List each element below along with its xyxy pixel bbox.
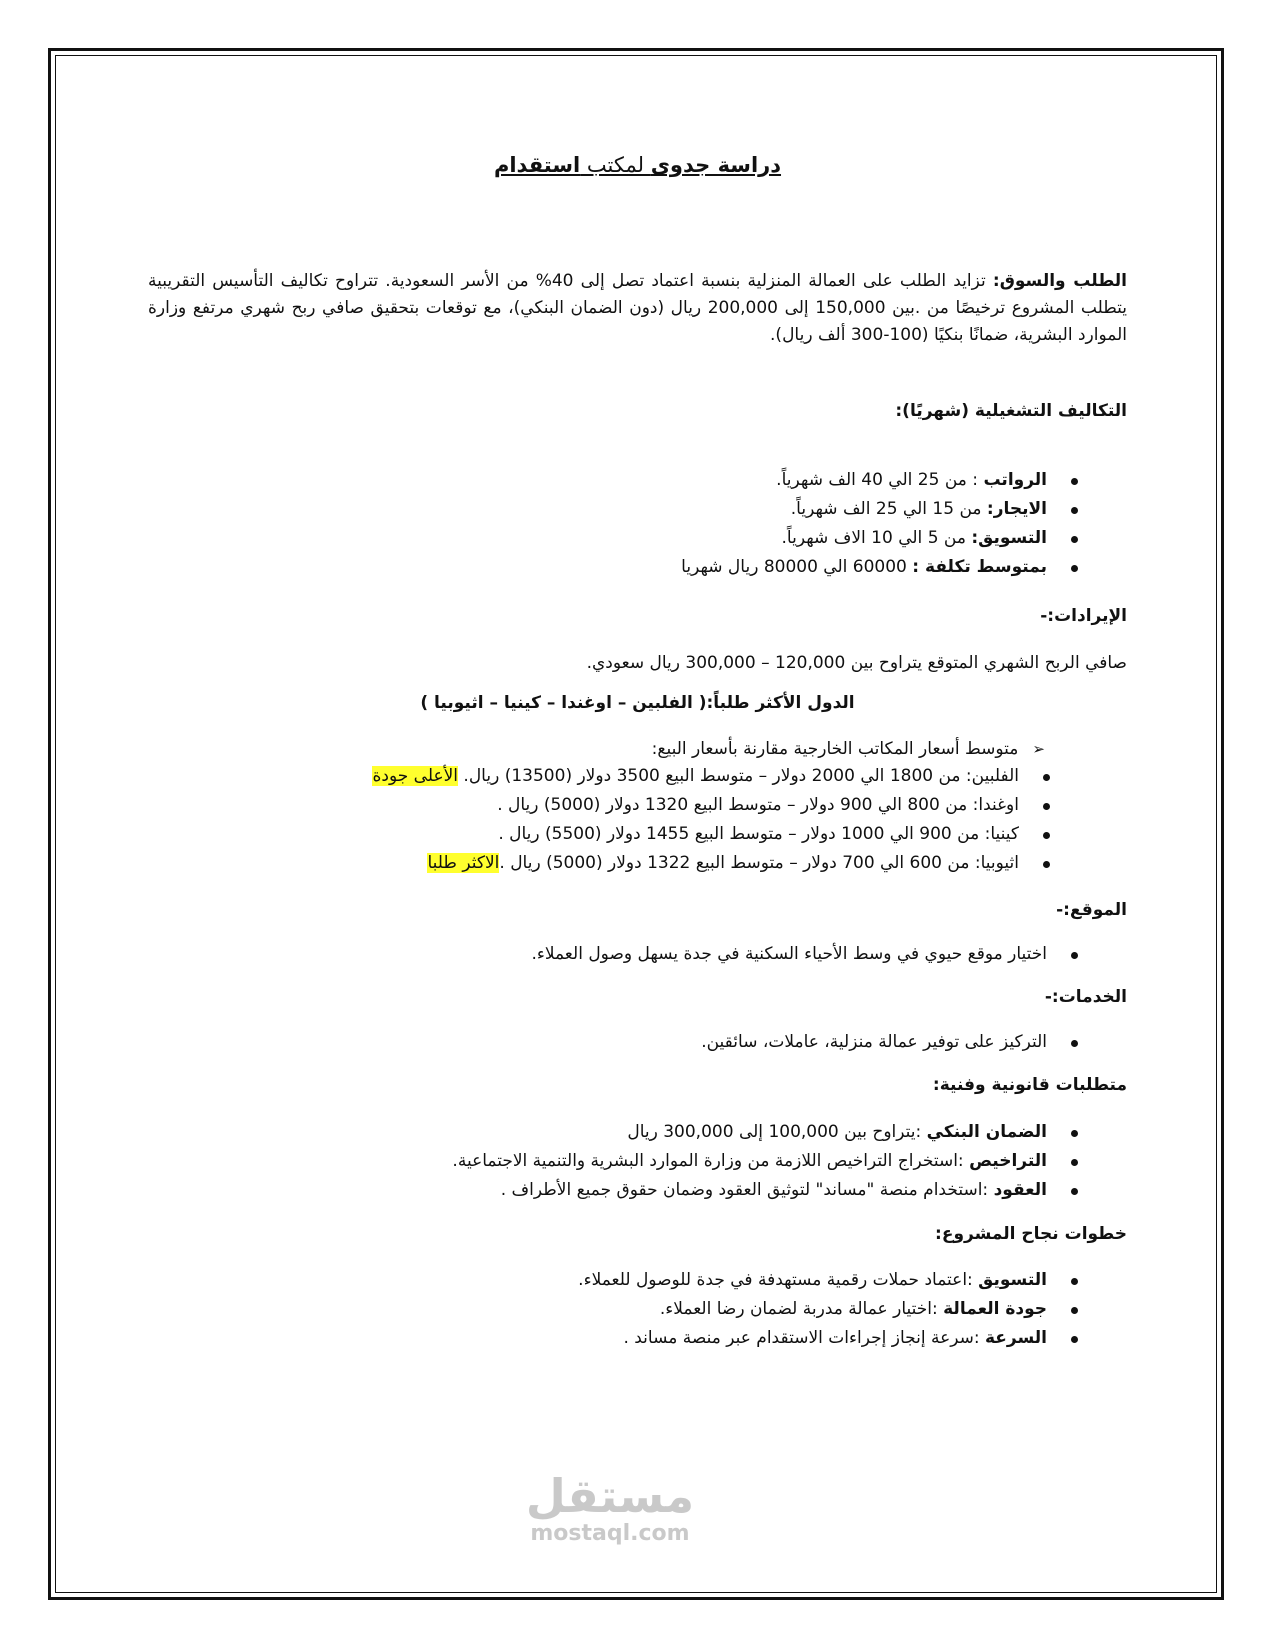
item-text: :سرعة إنجاز إجراءات الاستقدام عبر منصة مساند . xyxy=(623,1328,985,1348)
comparison-intro-text: متوسط أسعار المكاتب الخارجية مقارنة بأسعار البيع: xyxy=(651,739,1019,759)
list-item xyxy=(681,496,1087,525)
intro-text: تزايد الطلب على العمالة المنزلية بنسبة اعتماد تصل إلى 40% من الأسر السعودية. تتراوح تكاليف التأسيس التقريبية يتطلب المشروع ترخيصًا من .بين 150,000 إلى 200,000 ريال (دون الضمان البنكي)، مع توقعات بتحقيق صافي ربح شهري مرتفع وزارة الموارد البشرية، ضمانًا بنكيًا (100-300 ألف ريال). xyxy=(148,271,1128,345)
title-part-office: لمكتب xyxy=(580,153,651,177)
title-part-study: دراسة جدوى xyxy=(650,153,782,177)
price-text: اثيوبيا: من 600 الي 700 دولار – متوسط البيع 1322 دولار (5000) ريال . xyxy=(499,853,1019,873)
item-text: :استخدام منصة "مساند" لتوثيق العقود وضمان حقوق جميع الأطراف . xyxy=(500,1180,994,1200)
list-item: اختيار موقع حيوي في وسط الأحياء السكنية في جدة يسهل وصول العملاء. xyxy=(531,941,1087,970)
intro-label: الطلب والسوق: xyxy=(992,271,1127,291)
item-text: من 5 الي 10 الاف شهرياً. xyxy=(781,528,972,548)
legal-list xyxy=(452,1119,1087,1206)
item-text: :يتراوح بين 100,000 إلى 300,000 ريال xyxy=(627,1122,927,1142)
intro-paragraph xyxy=(148,268,1127,349)
item-label: جودة العمالة xyxy=(943,1299,1047,1319)
list-item xyxy=(681,525,1087,554)
item-text: :اعتماد حملات رقمية مستهدفة في جدة للوصول للعملاء. xyxy=(578,1270,979,1290)
item-text: 60000 الي 80000 ريال شهريا xyxy=(681,557,913,577)
title-part-recruitment: استقدام xyxy=(493,153,581,177)
success-steps-heading: خطوات نجاح المشروع: xyxy=(935,1224,1127,1244)
watermark-arabic: مستقل xyxy=(525,1469,695,1523)
list-item xyxy=(681,467,1087,496)
success-steps-list xyxy=(578,1267,1087,1354)
highlight-badge: الاكثر طلبا xyxy=(427,853,500,873)
list-item xyxy=(578,1296,1087,1325)
item-label: التسويق xyxy=(978,1270,1047,1290)
list-item: التركيز على توفير عمالة منزلية، عاملات، سائقين. xyxy=(701,1029,1087,1058)
item-text: : من 25 الي 40 الف شهرياً. xyxy=(776,470,984,490)
item-label: الرواتب xyxy=(983,470,1047,490)
legal-heading: متطلبات قانونية وفنية: xyxy=(932,1075,1127,1095)
item-label: التراخيص xyxy=(969,1151,1047,1171)
price-text: الفلبين: من 1800 الي 2000 دولار – متوسط البيع 3500 دولار (13500) ريال. xyxy=(458,766,1019,786)
list-item xyxy=(372,850,1059,879)
item-text: :استخراج التراخيص اللازمة من وزارة الموارد البشرية والتنمية الاجتماعية. xyxy=(452,1151,970,1171)
price-text: اوغندا: من 800 الي 900 دولار – متوسط البيع 1320 دولار (5000) ريال . xyxy=(497,795,1019,815)
comparison-intro xyxy=(652,736,1045,763)
arrowhead-check-icon: ➢ xyxy=(1032,740,1045,758)
list-item xyxy=(372,763,1059,792)
item-text: من 15 الي 25 الف شهرياً. xyxy=(790,499,987,519)
item-label: بمتوسط تكلفة : xyxy=(912,557,1047,577)
list-item xyxy=(578,1325,1087,1354)
operating-costs-heading: التكاليف التشغيلية (شهريًا): xyxy=(895,401,1127,421)
item-label: الايجار: xyxy=(986,499,1047,519)
list-item xyxy=(372,821,1059,850)
location-heading: الموقع:- xyxy=(1056,900,1127,920)
document-title xyxy=(148,152,1127,179)
top-countries-line: الدول الأكثر طلباً:( الفلبين – اوغندا – كينيا – اثيوبيا ) xyxy=(420,693,855,713)
list-item xyxy=(681,554,1087,583)
item-label: العقود xyxy=(993,1180,1047,1200)
list-item xyxy=(452,1177,1087,1206)
list-item xyxy=(452,1119,1087,1148)
watermark-latin: mostaql.com xyxy=(530,1521,690,1546)
item-label: الضمان البنكي xyxy=(926,1122,1047,1142)
list-item xyxy=(372,792,1059,821)
item-label: التسويق: xyxy=(971,528,1047,548)
revenues-text: صافي الربح الشهري المتوقع يتراوح بين 120,000 – 300,000 ريال سعودي. xyxy=(586,653,1127,673)
location-list xyxy=(531,941,1087,970)
price-text: كينيا: من 900 الي 1000 دولار – متوسط البيع 1455 دولار (5500) ريال . xyxy=(498,824,1019,844)
revenues-heading: الإيرادات:- xyxy=(1040,606,1127,626)
services-heading: الخدمات:- xyxy=(1044,987,1127,1007)
operating-costs-list xyxy=(681,467,1087,583)
prices-list xyxy=(372,763,1059,879)
list-item xyxy=(452,1148,1087,1177)
highlight-badge: الأعلى جودة xyxy=(372,766,459,786)
item-text: :اختيار عمالة مدربة لضمان رضا العملاء. xyxy=(659,1299,944,1319)
services-list xyxy=(701,1029,1087,1058)
list-item xyxy=(578,1267,1087,1296)
item-label: السرعة xyxy=(984,1328,1047,1348)
document-body xyxy=(148,0,1127,1650)
